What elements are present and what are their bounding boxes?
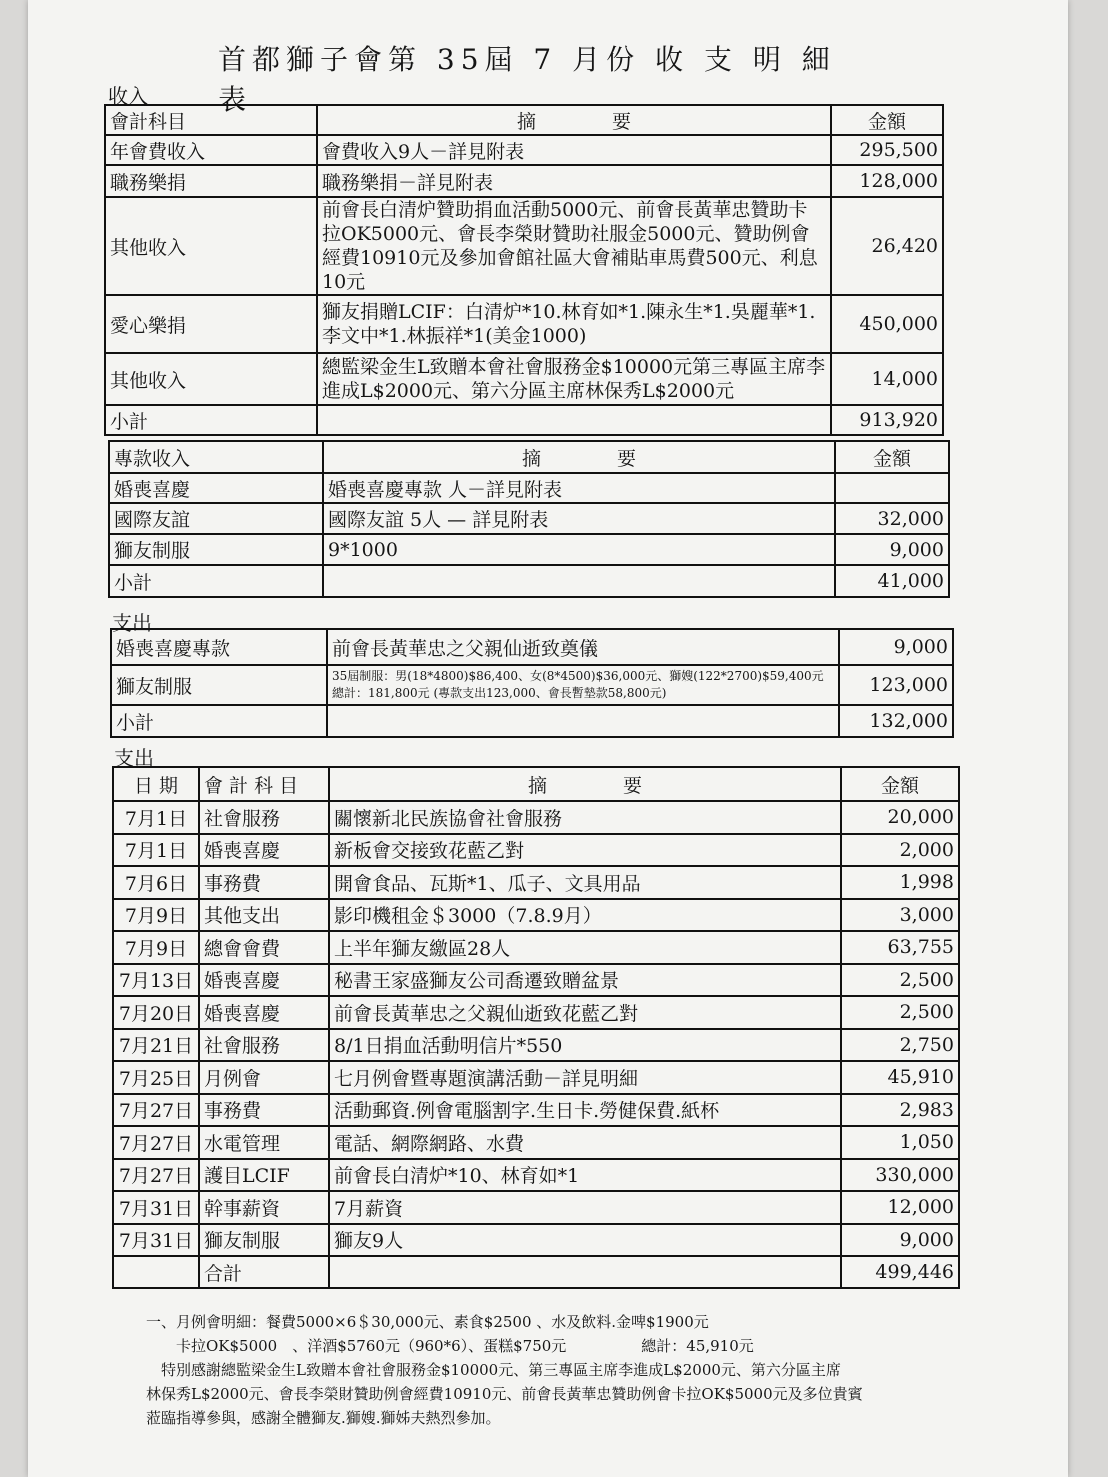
page-title: 首都獅子會第 35屆 7 月份 收 支 明 細 表 — [218, 43, 836, 116]
table-row — [111, 629, 953, 665]
row-amount: 450,000 — [831, 295, 943, 353]
table-row — [105, 165, 943, 197]
row-amount: 295,500 — [831, 135, 943, 165]
row-date: 7月25日 — [113, 1061, 199, 1094]
row-date: 7月27日 — [113, 1094, 199, 1127]
row-date: 7月13日 — [113, 964, 199, 997]
row-amount: 3,000 — [841, 899, 959, 932]
total-date-empty — [113, 1256, 199, 1288]
row-account: 其他收入 — [105, 197, 317, 295]
note-line: 卡拉OK$5000 、洋酒$5760元（960*6）、蛋糕$750元 總計：45,910元 — [146, 1337, 754, 1355]
special-header-row — [109, 441, 949, 473]
income-table — [104, 104, 944, 436]
row-amount: 2,500 — [841, 964, 959, 997]
row-summary: 前會長白清炉*10、林育如*1 — [329, 1159, 841, 1192]
income-subtotal-row — [105, 405, 943, 435]
row-summary: 總監梁金生L致贈本會社會服務金$10000元第三專區主席李進成L$2000元、第六分區主席林保秀L$2000元 — [317, 353, 831, 405]
expense2-header-amount: 金額 — [841, 767, 959, 801]
row-amount: 63,755 — [841, 931, 959, 964]
row-account: 國際友誼 — [109, 503, 323, 534]
row-account: 社會服務 — [199, 801, 329, 834]
row-account: 婚喪喜慶 — [199, 964, 329, 997]
table-row — [105, 135, 943, 165]
row-date: 7月9日 — [113, 899, 199, 932]
table-row — [113, 834, 959, 867]
table-row — [113, 866, 959, 899]
row-summary: 上半年獅友繳區28人 — [329, 931, 841, 964]
row-account: 水電管理 — [199, 1126, 329, 1159]
row-account: 其他支出 — [199, 899, 329, 932]
expense2-header-row — [113, 767, 959, 801]
row-account: 幹事薪資 — [199, 1191, 329, 1224]
table-row — [113, 996, 959, 1029]
row-amount: 9,000 — [835, 534, 949, 565]
row-amount: 9,000 — [839, 629, 953, 665]
row-summary: 秘書王家盛獅友公司喬遷致贈盆景 — [329, 964, 841, 997]
expense1-subtotal-row — [111, 705, 953, 737]
row-account: 婚喪喜慶 — [199, 996, 329, 1029]
expense2-header-summary: 摘 要 — [329, 767, 841, 801]
row-date: 7月1日 — [113, 834, 199, 867]
subtotal-summary-empty — [317, 405, 831, 435]
subtotal-label: 小計 — [105, 405, 317, 435]
special-header-summary: 摘 要 — [323, 441, 835, 473]
row-amount: 123,000 — [839, 665, 953, 705]
expense2-header-date: 日 期 — [113, 767, 199, 801]
row-summary: 35屆制服：男(18*4800)$86,400、女(8*4500)$36,000元、獅嫂(122*2700)$59,400元 總計：181,800元 (專款支出123,000、會長暫墊款58,800元) — [327, 665, 839, 705]
table-row — [113, 1159, 959, 1192]
row-amount: 2,983 — [841, 1094, 959, 1127]
expense1-table — [110, 628, 954, 738]
row-summary: 會費收入9人－詳見附表 — [317, 135, 831, 165]
row-summary: 前會長白清炉贊助捐血活動5000元、前會長黃華忠贊助卡拉OK5000元、會長李榮財贊助社服金5000元、贊助例會經費10910元及參加會館社區大會補貼車馬費500元、利息10元 — [317, 197, 831, 295]
expense2-header-account: 會 計 科 目 — [199, 767, 329, 801]
row-summary: 前會長黃華忠之父親仙逝致花藍乙對 — [329, 996, 841, 1029]
row-amount: 26,420 — [831, 197, 943, 295]
table-row — [109, 503, 949, 534]
row-account: 婚喪喜慶 — [109, 473, 323, 503]
table-row — [113, 1126, 959, 1159]
expense2-total-row — [113, 1256, 959, 1288]
table-row — [109, 473, 949, 503]
row-summary: 9*1000 — [323, 534, 835, 565]
row-account: 其他收入 — [105, 353, 317, 405]
row-summary: 關懷新北民族協會社會服務 — [329, 801, 841, 834]
row-account: 護目LCIF — [199, 1159, 329, 1192]
table-row — [113, 1191, 959, 1224]
row-amount: 9,000 — [841, 1224, 959, 1257]
table-row — [105, 197, 943, 295]
row-date: 7月31日 — [113, 1191, 199, 1224]
row-summary: 影印機租金＄3000（7.8.9月） — [329, 899, 841, 932]
row-account: 事務費 — [199, 866, 329, 899]
row-summary: 新板會交接致花藍乙對 — [329, 834, 841, 867]
row-account: 事務費 — [199, 1094, 329, 1127]
row-summary: 前會長黃華忠之父親仙逝致奠儀 — [327, 629, 839, 665]
row-summary: 七月例會暨專題演講活動－詳見明細 — [329, 1061, 841, 1094]
note-line: 林保秀L$2000元、會長李榮財贊助例會經費10910元、前會長黃華忠贊助例會卡拉OK$5000元及多位貴賓 — [146, 1385, 863, 1403]
row-date: 7月21日 — [113, 1029, 199, 1062]
row-summary: 活動郵資.例會電腦割字.生日卡.勞健保費.紙杯 — [329, 1094, 841, 1127]
row-amount: 1,050 — [841, 1126, 959, 1159]
subtotal-label: 小計 — [109, 565, 323, 597]
table-row — [113, 1061, 959, 1094]
expense1-section-label: 支出 — [112, 611, 152, 635]
row-date: 7月6日 — [113, 866, 199, 899]
row-date: 7月31日 — [113, 1224, 199, 1257]
subtotal-summary-empty — [327, 705, 839, 737]
row-account: 社會服務 — [199, 1029, 329, 1062]
subtotal-amount: 913,920 — [831, 405, 943, 435]
row-account: 職務樂捐 — [105, 165, 317, 197]
special-subtotal-row — [109, 565, 949, 597]
row-account: 總會會費 — [199, 931, 329, 964]
table-row — [113, 899, 959, 932]
total-amount: 499,446 — [841, 1256, 959, 1288]
total-summary-empty — [329, 1256, 841, 1288]
row-date: 7月20日 — [113, 996, 199, 1029]
notes-block — [146, 1310, 966, 1430]
row-summary: 婚喪喜慶專款 人－詳見附表 — [323, 473, 835, 503]
row-amount: 32,000 — [835, 503, 949, 534]
subtotal-label: 小計 — [111, 705, 327, 737]
document-page — [28, 0, 1068, 1477]
row-summary: 國際友誼 5人 — 詳見附表 — [323, 503, 835, 534]
subtotal-amount: 132,000 — [839, 705, 953, 737]
row-amount: 2,500 — [841, 996, 959, 1029]
row-account: 獅友制服 — [109, 534, 323, 565]
row-amount — [835, 473, 949, 503]
row-summary: 電話、網際網路、水費 — [329, 1126, 841, 1159]
total-label: 合計 — [199, 1256, 329, 1288]
expense2-section-label: 支出 — [114, 746, 154, 770]
row-date: 7月27日 — [113, 1126, 199, 1159]
row-account: 月例會 — [199, 1061, 329, 1094]
row-date: 7月9日 — [113, 931, 199, 964]
row-amount: 1,998 — [841, 866, 959, 899]
row-summary: 7月薪資 — [329, 1191, 841, 1224]
special-income-table — [108, 440, 950, 598]
row-amount: 2,000 — [841, 834, 959, 867]
income-header-account: 會計科目 — [105, 105, 317, 135]
table-row — [109, 534, 949, 565]
row-account: 獅友制服 — [199, 1224, 329, 1257]
row-summary: 職務樂捐－詳見附表 — [317, 165, 831, 197]
row-date: 7月1日 — [113, 801, 199, 834]
note-line: 特別感謝總監梁金生L致贈本會社會服務金$10000元、第三專區主席李進成L$2000元、第六分區主席 — [146, 1361, 841, 1379]
expense2-table — [112, 766, 960, 1289]
row-amount: 330,000 — [841, 1159, 959, 1192]
row-summary: 獅友9人 — [329, 1224, 841, 1257]
income-section-label: 收入 — [108, 84, 148, 108]
income-header-amount: 金額 — [831, 105, 943, 135]
subtotal-summary-empty — [323, 565, 835, 597]
row-summary: 獅友捐贈LCIF：白清炉*10.林育如*1.陳永生*1.吳麗華*1.李文中*1.林振祥*1(美金1000) — [317, 295, 831, 353]
row-amount: 20,000 — [841, 801, 959, 834]
special-header-amount: 金額 — [835, 441, 949, 473]
table-row — [113, 1029, 959, 1062]
row-amount: 45,910 — [841, 1061, 959, 1094]
table-row — [113, 801, 959, 834]
table-row — [113, 931, 959, 964]
row-amount: 128,000 — [831, 165, 943, 197]
row-account: 年會費收入 — [105, 135, 317, 165]
row-amount: 12,000 — [841, 1191, 959, 1224]
row-account: 婚喪喜慶專款 — [111, 629, 327, 665]
row-summary: 開會食品、瓦斯*1、瓜子、文具用品 — [329, 866, 841, 899]
note-line: 一、月例會明細：餐費5000×6＄30,000元、素食$2500 、水及飲料.金啤$1900元 — [146, 1313, 709, 1331]
table-row — [113, 1224, 959, 1257]
row-date: 7月27日 — [113, 1159, 199, 1192]
table-row — [113, 964, 959, 997]
row-amount: 14,000 — [831, 353, 943, 405]
table-row — [105, 295, 943, 353]
row-summary: 8/1日捐血活動明信片*550 — [329, 1029, 841, 1062]
table-row — [113, 1094, 959, 1127]
income-header-summary: 摘 要 — [317, 105, 831, 135]
row-account: 愛心樂捐 — [105, 295, 317, 353]
row-account: 婚喪喜慶 — [199, 834, 329, 867]
special-header-account: 專款收入 — [109, 441, 323, 473]
income-header-row — [105, 105, 943, 135]
subtotal-amount: 41,000 — [835, 565, 949, 597]
table-row — [105, 353, 943, 405]
note-line: 蒞臨指導參與，感謝全體獅友.獅嫂.獅姊夫熱烈參加。 — [146, 1409, 501, 1427]
table-row — [111, 665, 953, 705]
row-amount: 2,750 — [841, 1029, 959, 1062]
row-account: 獅友制服 — [111, 665, 327, 705]
